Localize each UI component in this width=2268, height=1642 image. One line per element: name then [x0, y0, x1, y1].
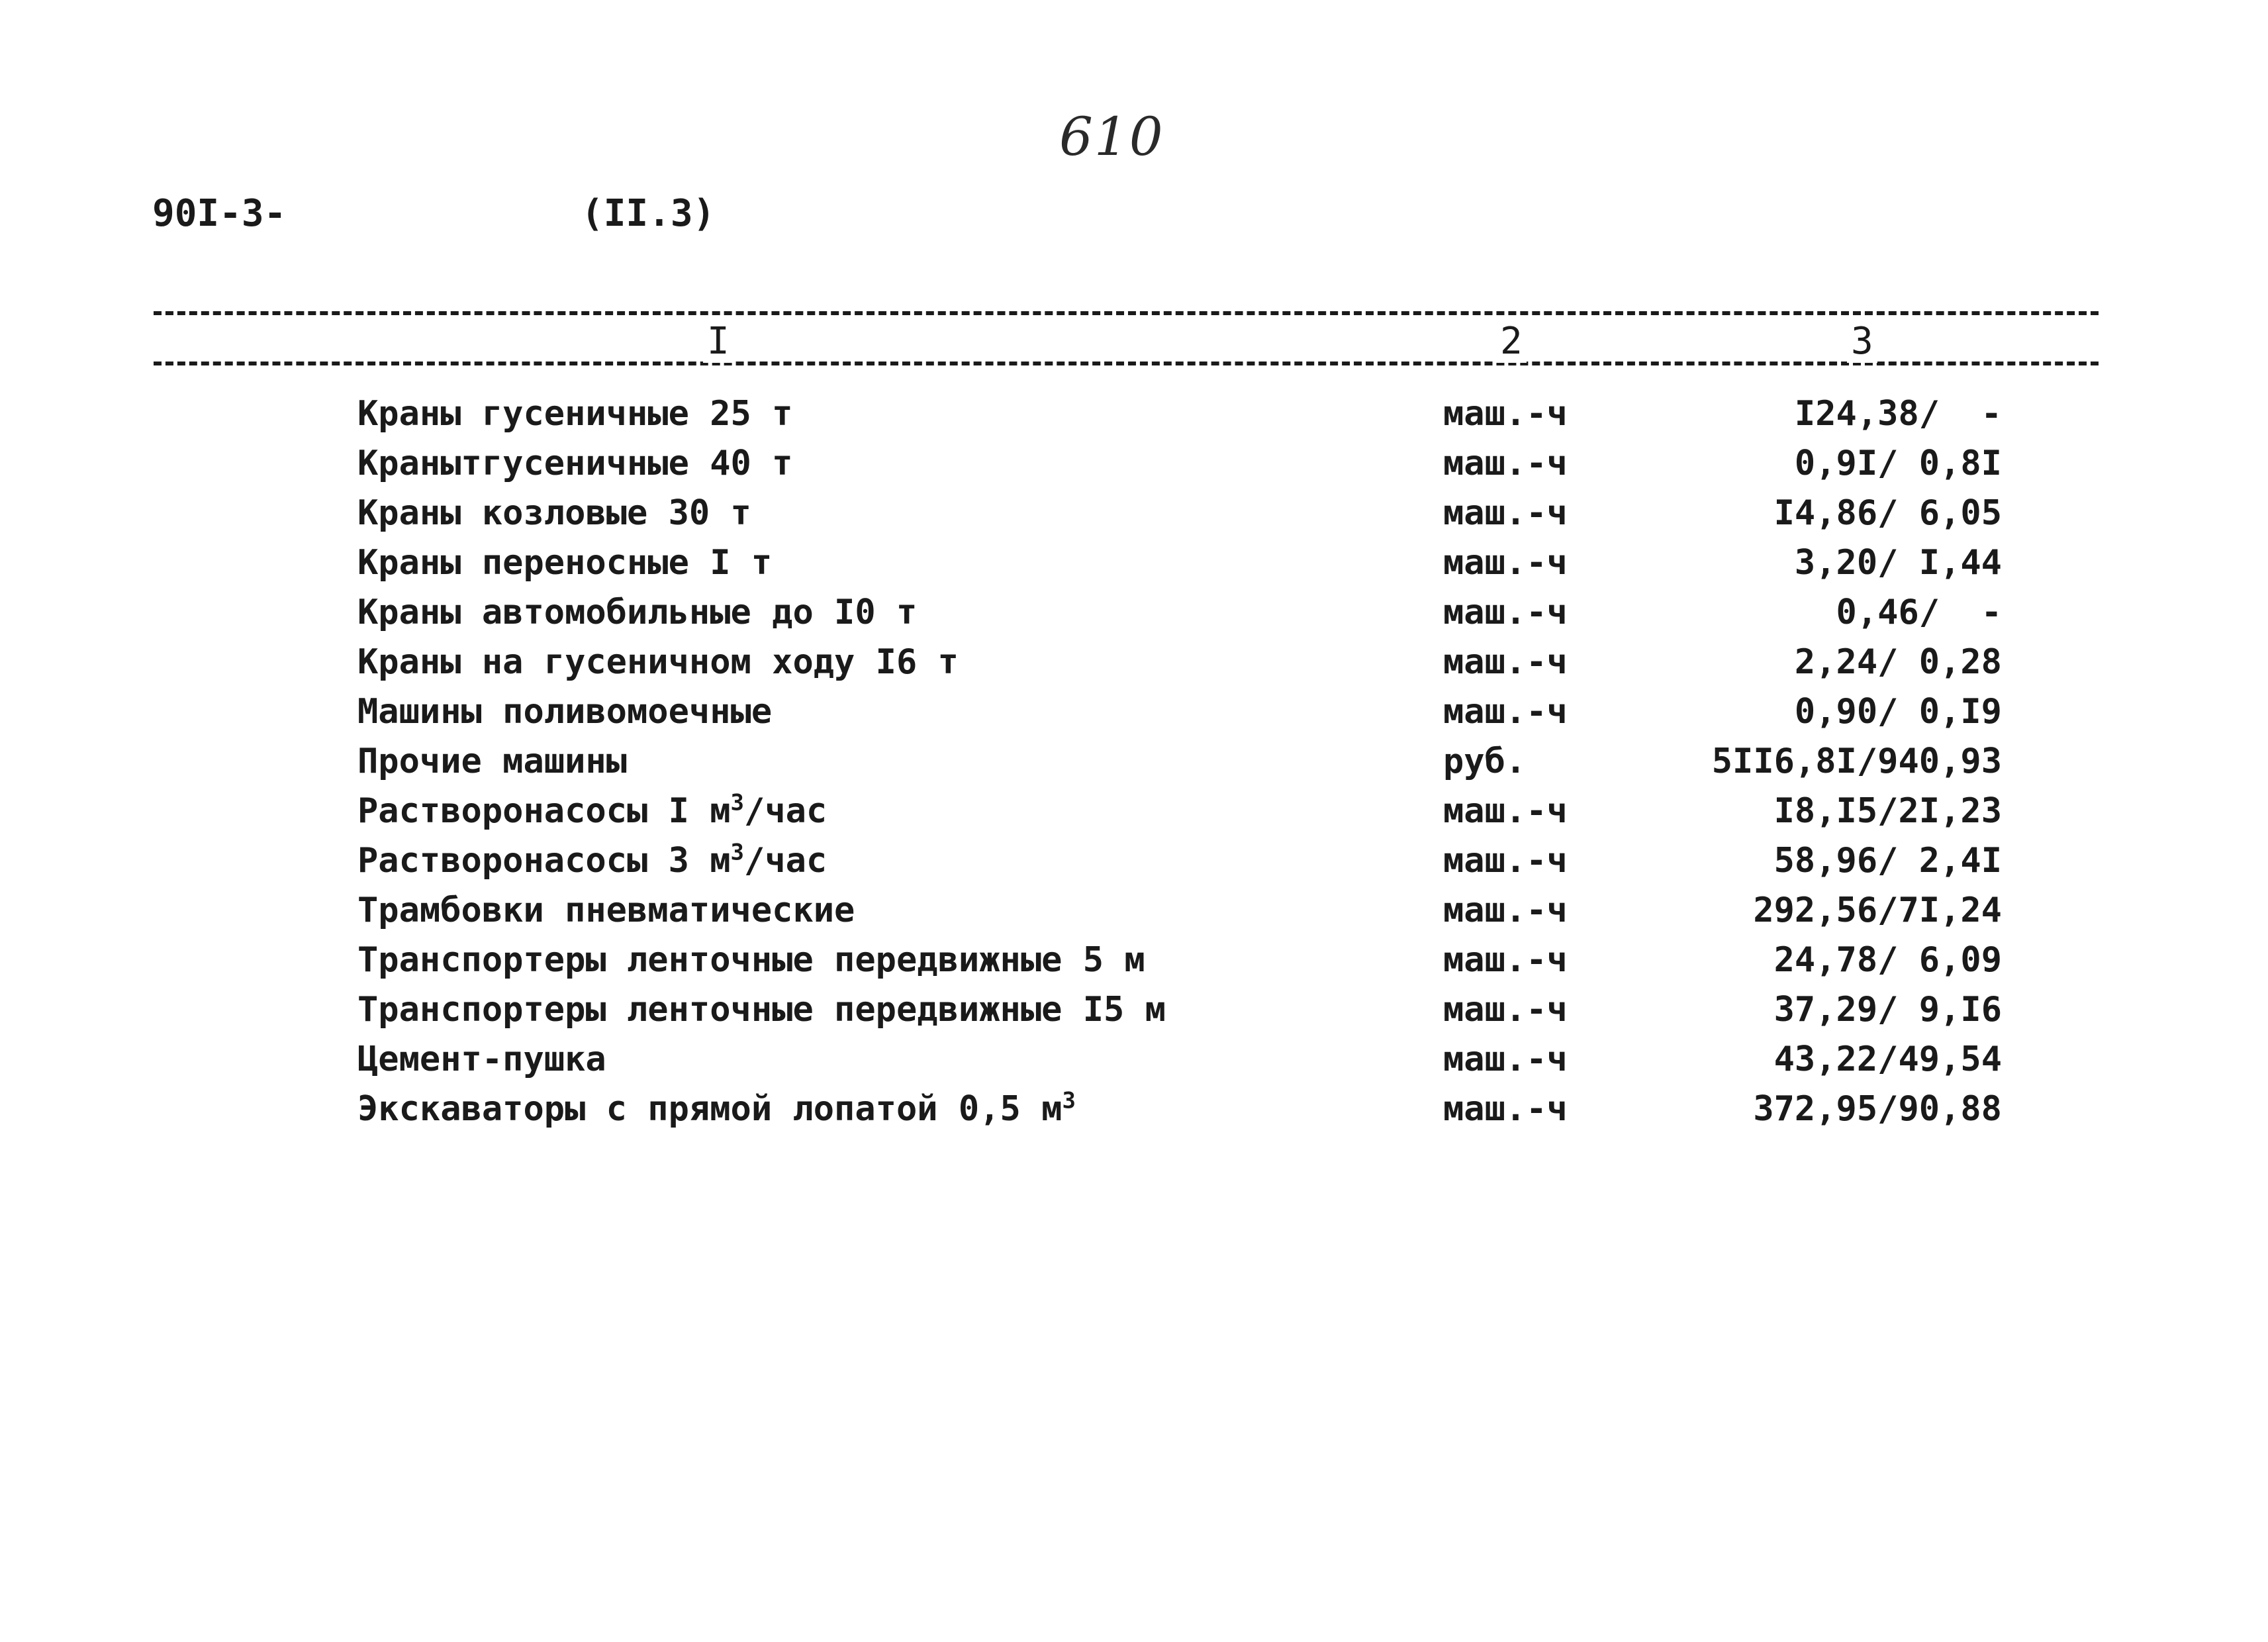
table-row — [0, 936, 2268, 985]
row-name: Краны гусеничные 25 т — [357, 394, 793, 434]
column-header-3: 3 — [1847, 320, 1877, 363]
table-row — [0, 737, 2268, 787]
document-code: 90I-3- — [152, 192, 287, 235]
row-value: I8,I5/2I,23 — [1773, 791, 2002, 831]
row-value: 292,56/7I,24 — [1753, 891, 2002, 930]
table-row — [0, 985, 2268, 1035]
row-name-text: Растворонасосы 3 м — [357, 841, 731, 881]
row-value: I24,38/ - — [1794, 394, 2002, 434]
row-unit: маш.-ч — [1443, 543, 1568, 583]
row-unit: маш.-ч — [1443, 1089, 1568, 1129]
row-unit: маш.-ч — [1443, 990, 1568, 1030]
row-name: Машины поливомоечные — [357, 692, 773, 732]
row-unit: маш.-ч — [1443, 692, 1568, 732]
row-name: Кранытгусеничные 40 т — [357, 444, 793, 483]
row-name-text: Экскаваторы с прямой лопатой 0,5 м — [357, 1089, 1063, 1129]
row-name: Транспортеры ленточные передвижные 5 м — [357, 940, 1145, 980]
row-unit: руб. — [1443, 742, 1527, 781]
row-value: 3,20/ I,44 — [1794, 543, 2002, 583]
row-unit: маш.-ч — [1443, 394, 1568, 434]
row-name: Краны на гусеничном ходу I6 т — [357, 642, 959, 682]
row-name: Прочие машины — [357, 742, 627, 781]
unit-superscript: 3 — [730, 839, 745, 866]
row-name-with-superscript — [357, 836, 827, 886]
row-unit: маш.-ч — [1443, 593, 1568, 632]
row-unit: маш.-ч — [1443, 841, 1568, 881]
table-header-rule — [154, 362, 2099, 365]
table-row — [0, 836, 2268, 886]
unit-superscript: 3 — [730, 789, 745, 816]
row-name-with-superscript — [357, 787, 827, 836]
unit-superscript: 3 — [1062, 1087, 1076, 1114]
row-value: 0,9I/ 0,8I — [1794, 444, 2002, 483]
row-value: 5II6,8I/940,93 — [1711, 742, 2002, 781]
table-body — [0, 389, 2268, 1134]
table-row — [0, 787, 2268, 836]
table-row — [0, 886, 2268, 936]
row-value: 24,78/ 6,09 — [1773, 940, 2002, 980]
row-name-text: Растворонасосы I м — [357, 791, 731, 831]
row-value: 372,95/90,88 — [1753, 1089, 2002, 1129]
row-name: Краны козловые 30 т — [357, 493, 751, 533]
section-reference: (II.3) — [581, 192, 716, 235]
table-row — [0, 1035, 2268, 1085]
row-unit: маш.-ч — [1443, 791, 1568, 831]
table-top-rule — [154, 311, 2099, 315]
row-name-with-superscript — [357, 1085, 1076, 1134]
row-name: Трамбовки пневматические — [357, 891, 855, 930]
row-name: Транспортеры ленточные передвижные I5 м — [357, 990, 1166, 1030]
table-row — [0, 687, 2268, 737]
row-unit: маш.-ч — [1443, 642, 1568, 682]
row-name: Краны переносные I т — [357, 543, 773, 583]
row-value: I4,86/ 6,05 — [1773, 493, 2002, 533]
column-header-1: I — [703, 320, 733, 363]
row-value: 0,90/ 0,I9 — [1794, 692, 2002, 732]
row-value: 37,29/ 9,I6 — [1773, 990, 2002, 1030]
row-name: Цемент-пушка — [357, 1039, 606, 1079]
page-number: 610 — [1059, 106, 1164, 168]
table-row — [0, 538, 2268, 588]
row-name-tail: /час — [744, 841, 827, 881]
table-row — [0, 638, 2268, 687]
table-row — [0, 1085, 2268, 1134]
row-name: Краны автомобильные до I0 т — [357, 593, 918, 632]
row-unit: маш.-ч — [1443, 493, 1568, 533]
column-header-2: 2 — [1496, 320, 1527, 363]
row-unit: маш.-ч — [1443, 1039, 1568, 1079]
table-row — [0, 489, 2268, 538]
row-unit: маш.-ч — [1443, 891, 1568, 930]
row-value: 2,24/ 0,28 — [1794, 642, 2002, 682]
row-value: 43,22/49,54 — [1773, 1039, 2002, 1079]
row-unit: маш.-ч — [1443, 940, 1568, 980]
table-row — [0, 588, 2268, 638]
row-name-tail: /час — [744, 791, 827, 831]
row-value: 0,46/ - — [1836, 593, 2002, 632]
table-row — [0, 389, 2268, 439]
table-row — [0, 439, 2268, 489]
row-value: 58,96/ 2,4I — [1773, 841, 2002, 881]
row-unit: маш.-ч — [1443, 444, 1568, 483]
